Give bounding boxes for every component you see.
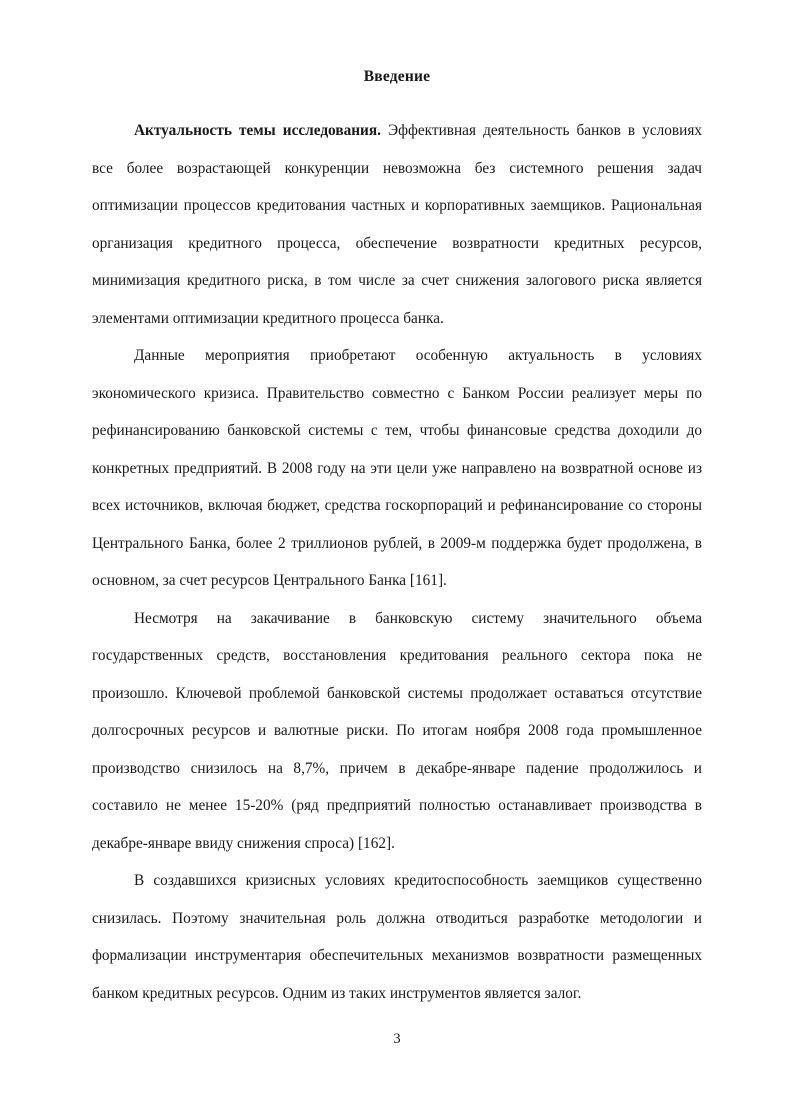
page-number: 3 bbox=[393, 1031, 401, 1047]
paragraph-4-text: В создавшихся кризисных условиях кредитоспособность заемщиков существенно снизилась. Поэтому значительная роль должна отводиться разработке методологии и формализации инструментария обеспечительных механизмов возвратности размещенных банком кредитных ресурсов. Одним из таких инструментов является залог. bbox=[92, 872, 702, 1002]
paragraph-1-lead: Актуальность темы исследования. bbox=[134, 122, 381, 139]
paragraph-1-text: Эффективная деятельность банков в условиях все более возрастающей конкуренции невозможна без системного решения задач оптимизации процессов кредитования частных и корпоративных заемщиков. Рациональная организация кредитного процесса, обеспечение возвратности кредитных ресурсов, минимизация кредитного риска, в том числе за счет снижения залогового риска является элементами оптимизации кредитного процесса банка. bbox=[92, 122, 702, 327]
paragraph-1 bbox=[92, 112, 702, 337]
paragraph-2-text: Данные мероприятия приобретают особенную актуальность в условиях экономического кризиса. Правительство совместно с Банком России реализует меры по рефинансированию банковской системы с тем, чтобы финансовые средства доходили до конкретных предприятий. В 2008 году на эти цели уже направлено на возвратной основе из всех источников, включая бюджет, средства госкорпораций и рефинансирование со стороны Центрального Банка, более 2 триллионов рублей, в 2009-м поддержка будет продолжена, в основном, за счет ресурсов Центрального Банка [161]. bbox=[92, 347, 702, 589]
paragraph-3 bbox=[92, 600, 702, 863]
page-title: Введение bbox=[363, 68, 431, 85]
paragraph-3-text: Несмотря на закачивание в банковскую систему значительного объема государственных средств, восстановления кредитования реального сектора пока не произошло. Ключевой проблемой банковской системы продолжает оставаться отсутствие долгосрочных ресурсов и валютные риски. По итогам ноября 2008 года промышленное производство снизилось на 8,7%, причем в декабре-январе падение продолжилось и составило не менее 15-20% (ряд предприятий полностью останавливает производства в декабре-январе ввиду снижения спроса) [162]. bbox=[92, 609, 702, 852]
paragraph-2 bbox=[92, 337, 702, 600]
paragraph-4 bbox=[92, 862, 702, 1012]
